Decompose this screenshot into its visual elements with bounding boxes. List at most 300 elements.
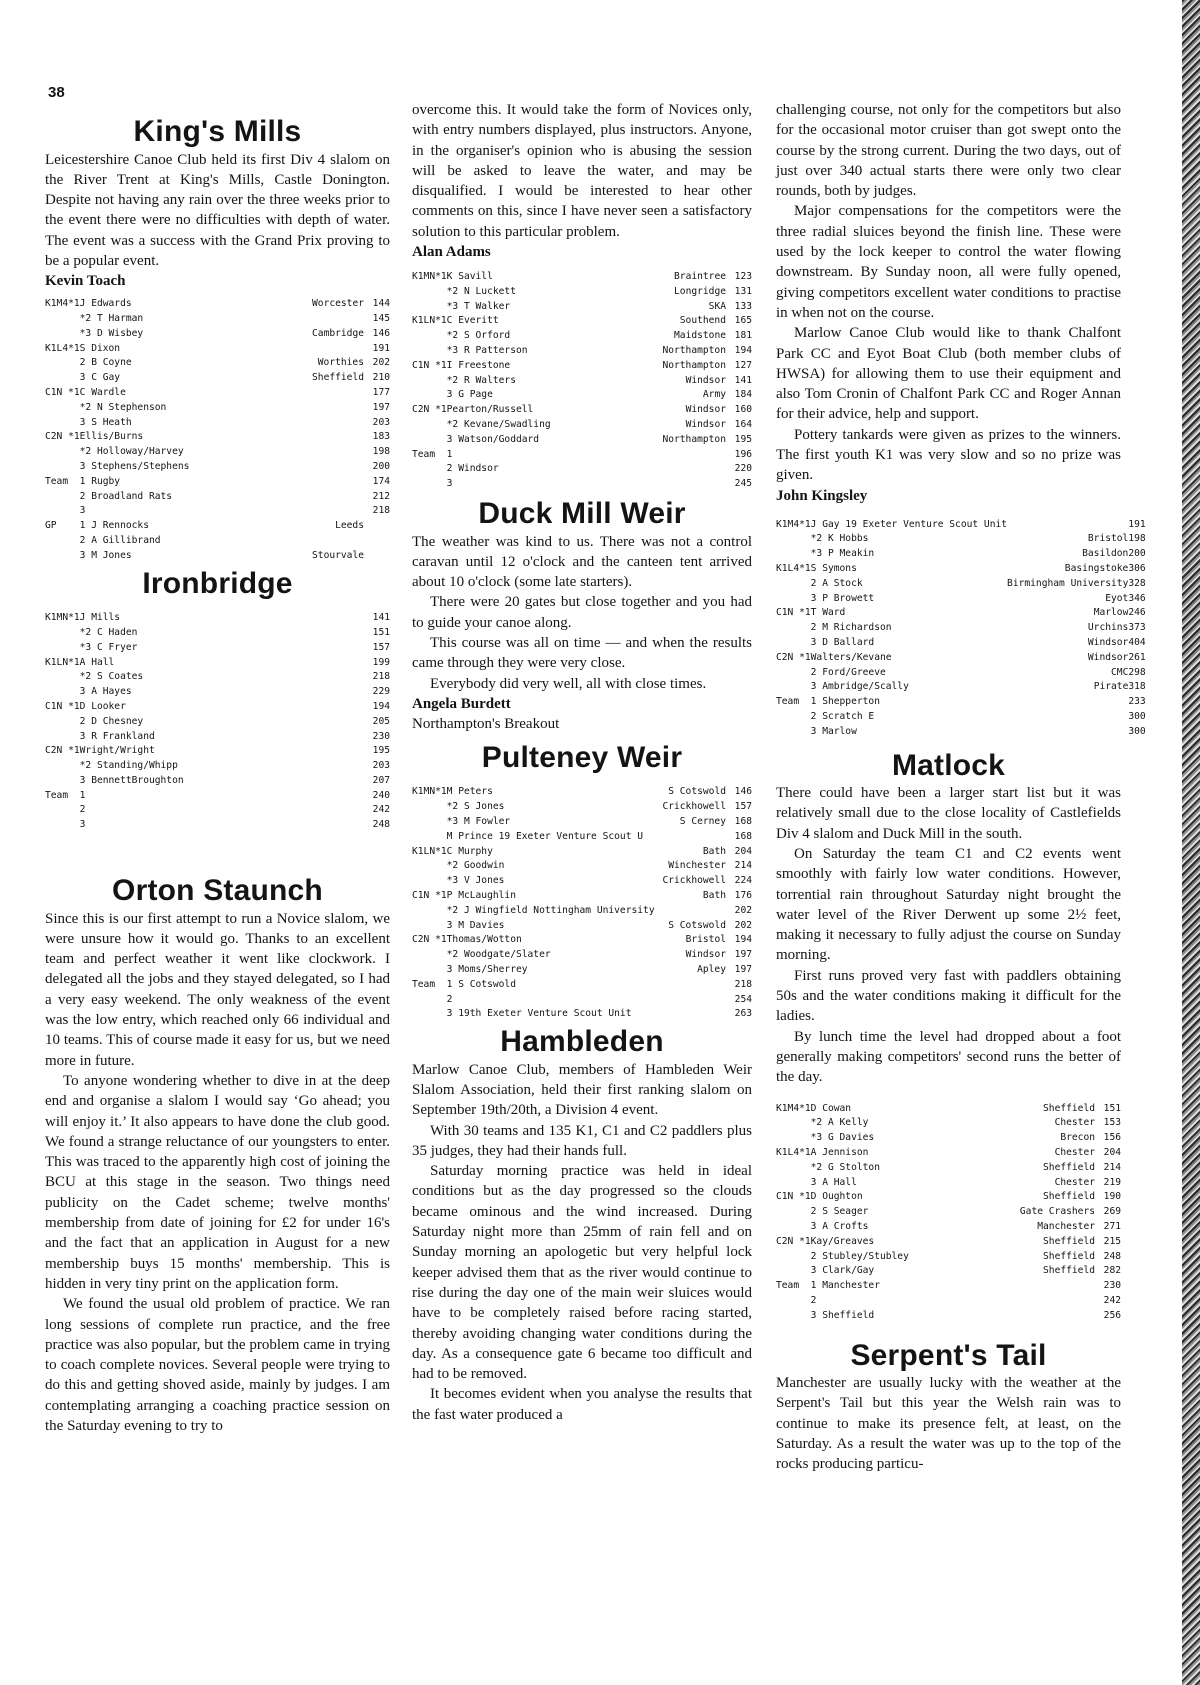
result-row [45, 549, 390, 564]
result-competitor: 3 M Jones [79, 549, 132, 561]
result-row [45, 327, 390, 342]
result-score: 203 [372, 760, 390, 772]
result-club [273, 445, 364, 460]
result-score: 184 [734, 389, 752, 401]
result-score: 202 [734, 919, 752, 931]
result-score: 133 [734, 300, 752, 312]
result-score: 181 [734, 330, 752, 342]
result-competitor: 3 M Davies [446, 919, 505, 931]
result-class: Team [412, 978, 436, 990]
result-competitor: 3 Marlow [810, 725, 857, 737]
result-class: K1M4*1 [45, 298, 80, 310]
result-club: Sheffield [1043, 1235, 1095, 1247]
result-competitor: 3 Ambridge/Scally [810, 681, 909, 693]
result-row [776, 710, 1146, 725]
result-club [1007, 518, 1128, 533]
result-club [273, 504, 364, 519]
result-club [273, 534, 364, 549]
result-row [776, 1190, 1121, 1205]
result-row [45, 759, 390, 774]
result-club: Longridge [674, 285, 726, 297]
body-paragraph: Leicestershire Canoe Club held its first Div 4 slalom on the River Trent at King's Mills, Castle Donington. Despite not having any rain over the three weeks prior to the event there were no difficulties with depth of water. The event was a success with the Grand Prix proving to be a popular event. [45, 151, 390, 269]
result-club: Sheffield [1043, 1191, 1095, 1203]
result-club [273, 490, 364, 505]
result-club [620, 477, 726, 492]
result-class [776, 1264, 811, 1279]
result-club: Windsor [685, 374, 726, 386]
result-class [45, 490, 80, 505]
result-score: 198 [372, 446, 390, 458]
result-competitor: J Edwards [79, 298, 132, 310]
result-class: C2N *1 [45, 745, 80, 757]
result-club [1007, 710, 1128, 725]
result-row [776, 1116, 1121, 1131]
result-score: 218 [734, 978, 752, 990]
result-class [776, 1205, 811, 1220]
result-row [412, 800, 752, 815]
result-row [45, 356, 390, 371]
result-class [776, 592, 811, 607]
result-row [412, 374, 752, 389]
result-row [412, 859, 752, 874]
author-byline: John Kingsley [776, 487, 868, 504]
result-row [45, 297, 390, 312]
result-row [776, 1131, 1121, 1146]
result-competitor: *3 P Meakin [810, 548, 875, 560]
result-class [412, 919, 447, 934]
result-row [45, 656, 390, 671]
result-row [45, 519, 390, 534]
result-class [45, 312, 80, 327]
result-competitor: *2 K Hobbs [810, 533, 869, 545]
result-score: 146 [372, 327, 390, 339]
result-row [776, 621, 1146, 636]
body-paragraph: Since this is our first attempt to run a Novice slalom, we were unsure how it would go. Thanks to an excellent team and perfect weather it went like clockwork. I delegated all the jobs and they stayed delegated, so I had a very easy weekend. The only weakness of the event was the low entry, which reached only 66 individual and 10 teams. This of course made it easy for us, but we need more in future. [45, 910, 390, 1069]
result-score: 215 [1103, 1235, 1121, 1247]
result-class: K1L4*1 [776, 1146, 811, 1158]
result-score: 205 [372, 715, 390, 727]
result-class [412, 329, 447, 344]
result-class [412, 1007, 447, 1022]
result-score: 160 [734, 404, 752, 416]
result-class [776, 1116, 811, 1131]
result-club [273, 475, 364, 490]
result-score: 300 [1128, 725, 1146, 737]
result-club: Stourvale [312, 549, 364, 561]
result-competitor: K Savill [446, 271, 493, 283]
result-competitor: *2 S Jones [446, 801, 505, 813]
result-row [45, 445, 390, 460]
result-score: 153 [1103, 1117, 1121, 1129]
result-club: Worcester [312, 298, 364, 310]
result-score: 282 [1103, 1265, 1121, 1277]
result-class [776, 680, 811, 695]
result-row [776, 680, 1146, 695]
result-row [45, 803, 390, 818]
result-club: Windsor [685, 949, 726, 961]
result-club [273, 401, 364, 416]
result-class: K1L4*1 [45, 342, 80, 354]
result-class [412, 433, 447, 448]
result-club: CMC [1111, 666, 1129, 678]
result-score: 261 [1128, 651, 1146, 663]
result-row [412, 300, 752, 315]
page-number: 38 [48, 84, 65, 101]
result-score: 191 [1128, 518, 1146, 530]
body-paragraph: Pottery tankards were given as prizes to the winners. The first youth K1 was very slow and so no prize was given. [776, 426, 1121, 484]
result-competitor: 3 D Ballard [810, 637, 875, 649]
result-competitor: T Ward [810, 607, 846, 619]
result-class [776, 710, 811, 725]
result-row [776, 695, 1146, 710]
result-score: 300 [1128, 711, 1146, 722]
result-class [412, 477, 447, 492]
result-score: 263 [734, 1008, 752, 1020]
result-competitor: D Looker [79, 700, 126, 712]
result-class [776, 1161, 811, 1176]
result-class: K1LN*1 [412, 845, 447, 857]
result-club: Sheffield [1043, 1265, 1095, 1277]
result-class: K1LN*1 [45, 656, 80, 668]
result-club: Brecon [1060, 1132, 1095, 1144]
result-competitor: *2 S Orford [446, 330, 511, 342]
result-competitor: *3 C Fryer [79, 641, 138, 653]
result-score: 151 [1103, 1102, 1121, 1114]
result-row [45, 774, 390, 789]
result-competitor: *2 Goodwin [446, 860, 505, 872]
result-competitor: *2 Holloway/Harvey [79, 446, 184, 458]
result-score: 202 [372, 357, 390, 369]
result-score: 218 [372, 671, 390, 683]
result-score: 240 [372, 789, 390, 801]
result-score: 229 [372, 686, 390, 698]
result-score: 242 [1103, 1294, 1121, 1306]
result-competitor: *3 V Jones [446, 875, 505, 887]
result-competitor: *2 Kevane/Swadling [446, 419, 551, 431]
result-class [45, 534, 80, 549]
result-row [45, 715, 390, 730]
result-row [776, 1279, 1121, 1294]
result-row [412, 329, 752, 344]
result-competitor: 3 A Crofts [810, 1220, 869, 1232]
result-score: 199 [372, 656, 390, 668]
result-club: Leeds [335, 520, 364, 532]
result-class: C2N *1 [776, 1235, 811, 1247]
result-class [776, 1294, 811, 1309]
result-score: 242 [372, 804, 390, 816]
result-score: 196 [734, 448, 752, 460]
result-competitor: 2 Ford/Greeve [810, 666, 886, 678]
result-score: 191 [372, 342, 390, 354]
result-score: 203 [372, 416, 390, 428]
result-club: Sheffield [1043, 1250, 1095, 1262]
result-row [776, 666, 1146, 681]
result-row [776, 725, 1146, 740]
result-competitor: 3 A Hayes [79, 686, 132, 698]
result-class [776, 1131, 811, 1146]
result-club: Sheffield [1043, 1102, 1095, 1114]
result-score: 306 [1128, 563, 1146, 575]
result-club: Manchester [1037, 1220, 1095, 1232]
result-score: 230 [372, 730, 390, 742]
result-competitor: *3 R Patterson [446, 345, 528, 357]
result-row [776, 636, 1146, 651]
result-score [364, 519, 390, 534]
result-class [45, 371, 80, 386]
result-competitor: 2 M Richardson [810, 622, 892, 634]
result-class [412, 285, 447, 300]
section-heading-ironbridge: Ironbridge [142, 566, 293, 600]
result-class [776, 636, 811, 651]
result-club: Basildon [1082, 548, 1129, 560]
results-table [45, 611, 390, 833]
result-class [776, 1176, 811, 1191]
result-class [412, 948, 447, 963]
result-row [776, 518, 1146, 533]
result-competitor: 1 [446, 448, 453, 460]
result-club: Basingstoke [1064, 563, 1129, 575]
result-club: Windsor [1087, 637, 1129, 649]
result-club: S Cerney [679, 816, 726, 827]
result-row [45, 401, 390, 416]
result-row [45, 670, 390, 685]
result-class [412, 418, 447, 433]
body-paragraph: On Saturday the team C1 and C2 events went smoothly with fairly low water conditions. However, torrential rain throughout Saturday night brought the water level of the River Derwent up some 2½ feet, making it necessary to fully adjust the course on Sunday morning. [776, 845, 1121, 964]
page-edge-scan-shadow [1182, 0, 1200, 1685]
result-row [412, 933, 752, 948]
result-class [412, 963, 447, 978]
author-byline: Alan Adams [412, 244, 491, 261]
body-paragraph: First runs proved very fast with paddlers obtaining 50s and the water conditions making it difficult for the ladies. [776, 967, 1121, 1025]
result-row [412, 785, 752, 800]
results-table [776, 518, 1146, 740]
result-score: 141 [372, 612, 390, 624]
result-score: 233 [1128, 696, 1146, 708]
result-row [412, 403, 752, 418]
result-row [45, 312, 390, 327]
result-class [45, 504, 80, 519]
body-paragraph: We found the usual old problem of practice. We ran long sessions of complete run practice, and the free practice was also popular, but the problem came in trying to coach complete novices. Several people were trying to do this and getting shoved aside, mainly by judges. I am contemplating arranging a coaching practice session on the Saturday evening to try to [45, 1296, 390, 1434]
result-club: Urchins [1087, 622, 1129, 634]
result-class: C1N *1 [776, 1191, 811, 1203]
result-class [45, 626, 80, 641]
result-competitor: 3 Clark/Gay [810, 1265, 875, 1277]
result-score: 204 [734, 845, 752, 857]
result-row [45, 534, 390, 549]
result-class: K1M4*1 [776, 518, 811, 530]
result-score: 183 [372, 431, 390, 443]
result-score: 404 [1128, 637, 1146, 649]
result-score: 194 [372, 700, 390, 712]
result-class: Team [776, 1280, 800, 1292]
result-class [776, 1309, 811, 1324]
result-class: C2N *1 [776, 651, 811, 663]
result-row [412, 477, 752, 492]
result-class: Team [45, 789, 69, 801]
result-class [45, 401, 80, 416]
result-competitor: Pearton/Russell [446, 404, 534, 416]
result-competitor: D Oughton [810, 1191, 863, 1203]
result-row [412, 889, 752, 904]
result-club: Northampton [662, 433, 726, 445]
result-class: C1N *1 [412, 359, 447, 371]
result-row [412, 344, 752, 359]
result-score: 200 [1128, 548, 1146, 560]
result-row [776, 562, 1146, 577]
result-score: 157 [372, 641, 390, 653]
result-row [776, 1146, 1121, 1161]
result-club: Winchester [668, 860, 726, 872]
result-row [45, 685, 390, 700]
body-paragraph: This course was all on time — and when the results came through they were very close. [412, 635, 752, 672]
result-competitor: *3 M Fowler [446, 816, 511, 827]
result-class [412, 859, 447, 874]
result-score: 248 [1103, 1250, 1121, 1262]
result-row [45, 626, 390, 641]
result-club: Cambridge [312, 327, 364, 339]
result-row [412, 963, 752, 978]
result-competitor: A Jennison [810, 1146, 869, 1158]
body-paragraph: challenging course, not only for the competitors but also for the occasional motor cruiser than got swept onto the course by the strong current. During the two days, out of just over 340 actual starts there were only two clear rounds, both by judges. [776, 102, 1121, 200]
result-club: Braintree [674, 271, 726, 283]
result-competitor: J Mills [79, 612, 121, 624]
result-class [776, 532, 811, 547]
result-class: C2N *1 [412, 404, 447, 416]
club-affiliation: Northampton's Breakout [412, 715, 560, 732]
result-competitor: 3 Watson/Goddard [446, 433, 540, 445]
result-score: 168 [734, 830, 752, 842]
result-class [776, 1220, 811, 1235]
result-competitor: 2 D Chesney [79, 715, 144, 727]
result-competitor: I Freestone [446, 359, 511, 371]
result-competitor: *2 C Haden [79, 626, 138, 638]
result-club: Birmingham University [1007, 577, 1129, 589]
result-class: K1LN*1 [412, 315, 447, 327]
result-class: Team [776, 696, 800, 708]
result-row [412, 830, 752, 845]
result-score: 328 [1128, 577, 1146, 589]
result-score: 131 [734, 285, 752, 297]
result-row [45, 475, 390, 490]
result-competitor: 3 G Page [446, 389, 493, 401]
result-class [45, 730, 80, 745]
result-score: 204 [1103, 1146, 1121, 1158]
result-score: 194 [734, 345, 752, 357]
results-table [45, 297, 390, 563]
result-score: 246 [1128, 607, 1146, 619]
result-score: 190 [1103, 1191, 1121, 1203]
result-club [273, 312, 364, 327]
result-competitor: M Prince 19 Exeter Venture Scout U [446, 830, 644, 842]
result-club: Sheffield [1043, 1161, 1095, 1173]
result-row [45, 611, 390, 626]
result-competitor: Thomas/Wotton [446, 934, 522, 946]
result-class [412, 993, 447, 1008]
result-class [45, 685, 80, 700]
result-competitor: Ellis/Burns [79, 431, 144, 443]
body-paragraph: overcome this. It would take the form of Novices only, with entry numbers displayed, plus instructors. Anyone, in the organiser's opinion who is abusing the session will be asked to leave the water, and may be disqualified. I would be interested to hear other comments on this, since I have never seen a satisfactory solution to this particular problem. [412, 102, 752, 240]
result-score: 210 [372, 372, 390, 384]
result-class: C1N *1 [45, 700, 80, 712]
result-score: 346 [1128, 592, 1146, 604]
result-row [412, 388, 752, 403]
result-competitor: M Peters [446, 786, 493, 798]
result-score: 214 [734, 860, 752, 872]
result-class [412, 388, 447, 403]
result-club [972, 1294, 1095, 1309]
result-class [412, 374, 447, 389]
result-competitor: P McLaughlin [446, 889, 516, 901]
result-class [776, 725, 811, 740]
result-class [412, 874, 447, 889]
result-class: Team [45, 475, 69, 487]
result-row [412, 874, 752, 889]
result-competitor: 3 A Hall [810, 1176, 857, 1188]
result-competitor: Walters/Kevane [810, 651, 892, 663]
result-class [412, 462, 447, 477]
result-row [412, 433, 752, 448]
result-score: 168 [734, 816, 752, 827]
result-score: 245 [734, 478, 752, 490]
result-competitor: 3 Sheffield [810, 1309, 875, 1321]
result-club: Southend [679, 315, 726, 327]
body-paragraph: Major compensations for the competitors were the three radial sluices beyond the finish line. These were used by the lock keeper to control the water flowing downstream. By Sunday noon, all were fully opened, giving competitors excellent water conditions to practise in when not on the course. [776, 203, 1121, 321]
result-class [412, 800, 447, 815]
result-class [776, 547, 811, 562]
body-paragraph: It becomes evident when you analyse the results that the fast water produced a [412, 1386, 752, 1423]
result-score: 218 [372, 505, 390, 517]
result-score: 127 [734, 359, 752, 371]
result-row [45, 700, 390, 715]
result-club: Chester [1054, 1117, 1095, 1129]
result-score: 156 [1103, 1132, 1121, 1144]
result-class: K1MN*1 [412, 786, 447, 798]
result-row [776, 1205, 1121, 1220]
result-club: Apley [697, 963, 726, 975]
result-club: Pirate [1093, 681, 1129, 693]
result-row [412, 993, 752, 1008]
result-row [412, 359, 752, 374]
result-club [972, 1279, 1095, 1294]
result-club: SKA [708, 300, 726, 312]
result-score: 195 [372, 745, 390, 757]
result-score: 200 [372, 461, 390, 473]
result-row [776, 1161, 1121, 1176]
section-heading-hambleden: Hambleden [500, 1025, 664, 1059]
result-row [776, 1264, 1121, 1279]
result-row [45, 386, 390, 401]
result-club [661, 904, 726, 919]
result-score: 141 [734, 374, 752, 386]
result-row [412, 845, 752, 860]
result-score: 145 [372, 313, 390, 325]
section-heading-matlock: Matlock [891, 748, 1006, 782]
result-class [45, 445, 80, 460]
result-score: 197 [372, 401, 390, 413]
result-class [45, 460, 80, 475]
result-competitor: 3 [79, 505, 86, 517]
result-class [776, 666, 811, 681]
result-score: 174 [372, 475, 390, 487]
result-class [776, 621, 811, 636]
result-row [776, 1235, 1121, 1250]
result-score: 197 [734, 949, 752, 961]
result-row [45, 730, 390, 745]
result-row [776, 1309, 1121, 1324]
result-score: 165 [734, 315, 752, 327]
result-club [620, 448, 726, 463]
result-score: 123 [734, 271, 752, 283]
